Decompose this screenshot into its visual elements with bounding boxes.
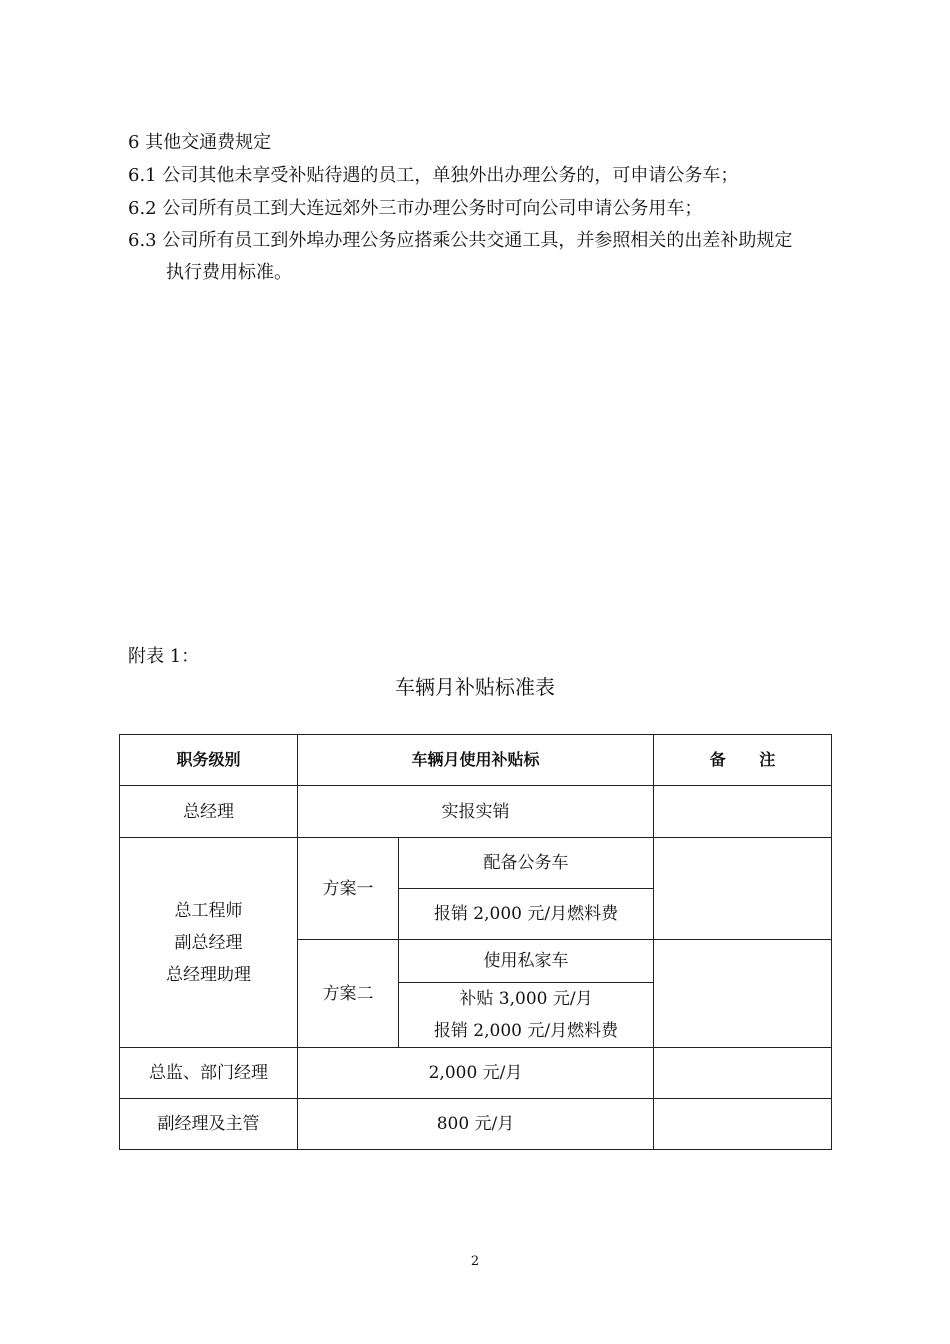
plan-1-item: 配备公务车: [399, 838, 654, 889]
table-row: [120, 786, 832, 838]
level-line: 总工程师: [174, 900, 243, 921]
table-row: [120, 1099, 832, 1150]
plan-2-item: [399, 983, 654, 1048]
header-standard: 车辆月使用补贴标: [298, 735, 654, 786]
table-header-row: [120, 735, 832, 786]
section-6-heading: 6 其他交通费规定: [128, 132, 272, 153]
level-line: 副总经理: [174, 932, 243, 953]
table-row: [120, 1048, 832, 1099]
plan-2-item: 使用私家车: [399, 940, 654, 983]
section-6-1: 6.1 公司其他未享受补贴待遇的员工，单独外出办理公务的，可申请公务车；: [128, 165, 739, 186]
page-number: 2: [470, 1254, 480, 1269]
plan-2-fuel: 报销 2,000 元/月燃料费: [433, 1021, 619, 1041]
level-cell: [120, 838, 298, 1048]
section-6-3: 6.3 公司所有员工到外埠办理公务应搭乘公共交通工具，并参照相关的出差补助规定: [128, 230, 793, 251]
plan-2-subsidy: 补贴 3,000 元/月: [459, 989, 593, 1009]
header-level: 职务级别: [120, 735, 298, 786]
standard-cell: 实报实销: [298, 786, 654, 838]
standard-cell: 800 元/月: [298, 1099, 654, 1150]
note-cell: [654, 1099, 832, 1150]
appendix-label: 附表 1：: [128, 646, 200, 667]
table-row: [120, 838, 832, 889]
level-cell: 总经理: [120, 786, 298, 838]
section-6-3-continued: 执行费用标准。: [166, 262, 292, 283]
standard-cell: 2,000 元/月: [298, 1048, 654, 1099]
plan-2-label: 方案二: [298, 940, 399, 1048]
header-note: 备 注: [654, 735, 832, 786]
level-cell: 总监、部门经理: [120, 1048, 298, 1099]
section-6-2: 6.2 公司所有员工到大连远郊外三市办理公务时可向公司申请公务用车；: [128, 198, 703, 219]
plan-1-label: 方案一: [298, 838, 399, 940]
plan-1-item: 报销 2,000 元/月燃料费: [399, 889, 654, 940]
table-title: 车辆月补贴标准表: [395, 675, 555, 699]
level-cell: 副经理及主管: [120, 1099, 298, 1150]
note-cell: [654, 1048, 832, 1099]
note-cell: [654, 786, 832, 838]
note-cell: [654, 940, 832, 1048]
vehicle-subsidy-table: [119, 734, 832, 1150]
note-cell: [654, 838, 832, 940]
level-line: 总经理助理: [166, 964, 251, 985]
